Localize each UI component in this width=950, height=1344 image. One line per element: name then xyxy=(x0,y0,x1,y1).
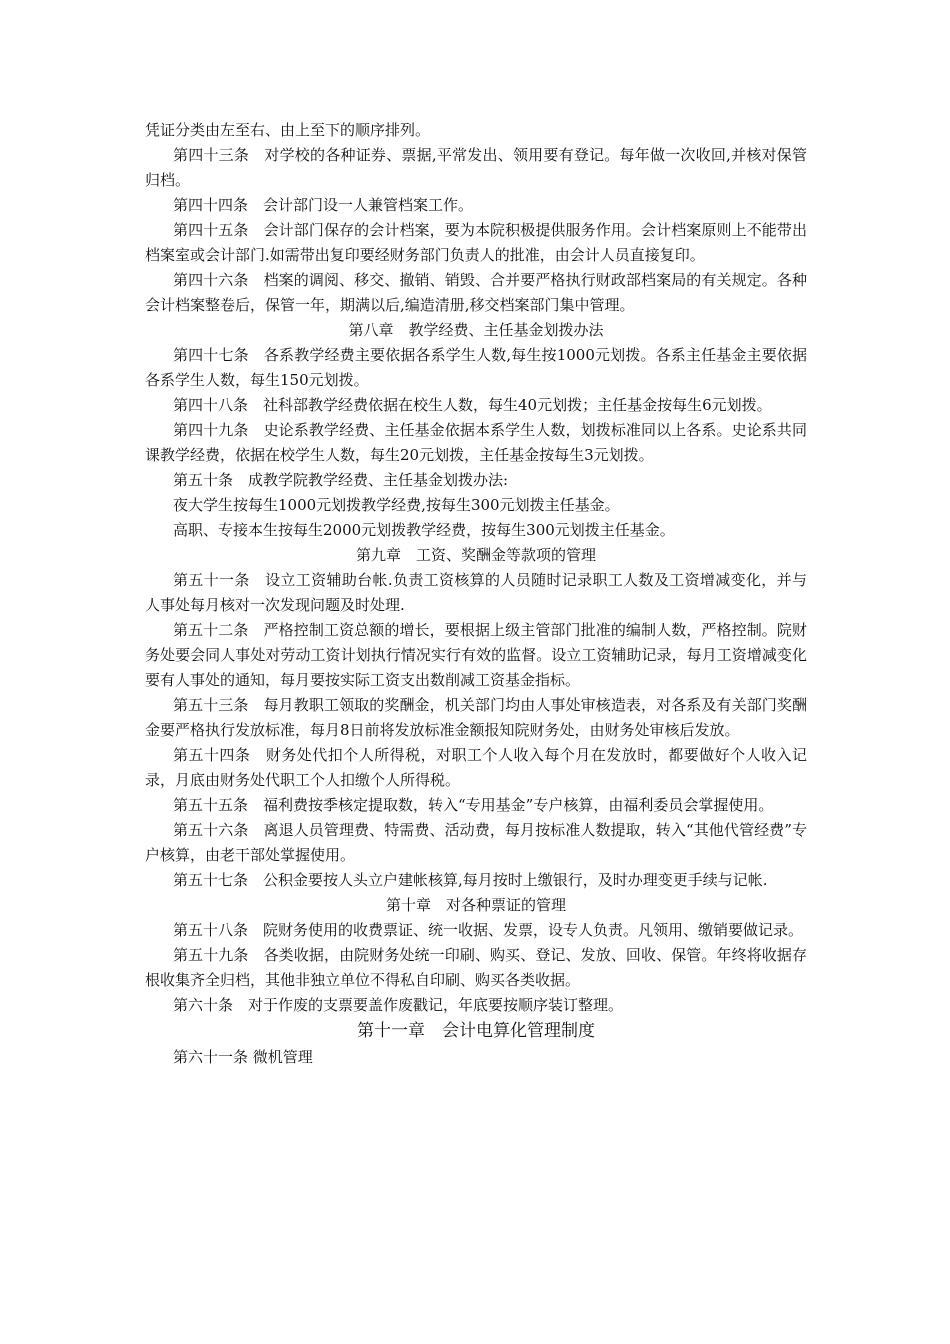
chapter-9-heading: 第九章 工资、奖酬金等款项的管理 xyxy=(355,546,596,564)
article-55: 第五十五条 福利费按季核定提取数，转入“专用基金”专户核算，由福利委员会掌握使用。 xyxy=(173,796,774,814)
document-page xyxy=(145,118,807,1070)
article-58: 第五十八条 院财务使用的收费票证、统一收据、发票，设专人负责。凡领用、缴销要做记录。 xyxy=(173,921,804,939)
article-46: 第四十六条 档案的调阅、移交、撤销、销毁、合并要严格执行财政部档案局的有关规定。各种会计档案整卷后，保管一年，期满以后,编造清册,移交档案部门集中管理。 xyxy=(145,271,807,314)
chapter-8-heading: 第八章 教学经费、主任基金划拨办法 xyxy=(348,321,604,339)
article-48: 第四十八条 社科部教学经费依据在校生人数，每生40元划拨；主任基金按每生6元划拨。 xyxy=(173,396,772,414)
article-50-item-2: 高职、专接本生按每生2000元划拨教学经费，按每生300元划拨主任基金。 xyxy=(173,521,675,539)
article-51: 第五十一条 设立工资辅助台帐.负责工资核算的人员随时记录职工人数及工资增减变化，并与人事处每月核对一次发现问题及时处理. xyxy=(145,571,807,614)
article-61: 第六十一条 微机管理 xyxy=(173,1048,313,1066)
paragraph: 凭证分类由左至右、由上至下的顺序排列。 xyxy=(145,121,431,139)
article-45: 第四十五条 会计部门保存的会计档案，要为本院积极提供服务作用。会计档案原则上不能带出档案室或会计部门.如需带出复印要经财务部门负责人的批准，由会计人员直接复印。 xyxy=(145,221,807,264)
article-44: 第四十四条 会计部门设一人兼管档案工作。 xyxy=(173,196,474,214)
article-54: 第五十四条 财务处代扣个人所得税，对职工个人收入每个月在发放时，都要做好个人收入记录，月底由财务处代职工个人扣缴个人所得税。 xyxy=(145,746,807,789)
article-50-item-1: 夜大学生按每生1000元划拨教学经费,按每生300元划拨主任基金。 xyxy=(173,496,620,514)
article-43: 第四十三条 对学校的各种证券、票据,平常发出、领用要有登记。每年做一次收回,并核对保管归档。 xyxy=(145,146,807,189)
article-57: 第五十七条 公积金要按人头立户建帐核算,每月按时上缴银行，及时办理变更手续与记帐. xyxy=(173,871,768,889)
chapter-10-heading: 第十章 对各种票证的管理 xyxy=(385,896,566,914)
article-52: 第五十二条 严格控制工资总额的增长，要根据上级主管部门批准的编制人数，严格控制。院财务处要会同人事处对劳动工资计划执行情况实行有效的监督。设立工资辅助记录，每月工资增减变化要有人事处的通知，每月要按实际工资支出数削减工资基金指标。 xyxy=(145,621,807,689)
article-49: 第四十九条 史论系教学经费、主任基金依据本系学生人数，划拨标准同以上各系。史论系共同课教学经费，依据在校学生人数，每生20元划拨，主任基金按每生3元划拨。 xyxy=(145,421,807,464)
article-50: 第五十条 成教学院教学经费、主任基金划拨办法: xyxy=(173,471,509,489)
article-53: 第五十三条 每月教职工领取的奖酬金，机关部门均由人事处审核造表，对各系及有关部门奖酬金要严格执行发放标准，每月8日前将发放标准金额报知院财务处，由财务处审核后发放。 xyxy=(145,696,807,739)
chapter-11-heading: 第十一章 会计电算化管理制度 xyxy=(357,1021,595,1041)
article-47: 第四十七条 各系教学经费主要依据各系学生人数,每生按1000元划拨。各系主任基金主要依据各系学生人数，每生150元划拨。 xyxy=(145,346,807,389)
article-56: 第五十六条 离退人员管理费、特需费、活动费，每月按标准人数提取，转入“其他代管经费”专户核算，由老干部处掌握使用。 xyxy=(145,821,807,864)
article-59: 第五十九条 各类收据，由院财务处统一印刷、购买、登记、发放、回收、保管。年终将收据存根收集齐全归档，其他非独立单位不得私自印刷、购买各类收据。 xyxy=(145,946,807,989)
article-60: 第六十条 对于作废的支票要盖作废戳记，年底要按顺序装订整理。 xyxy=(173,996,624,1014)
